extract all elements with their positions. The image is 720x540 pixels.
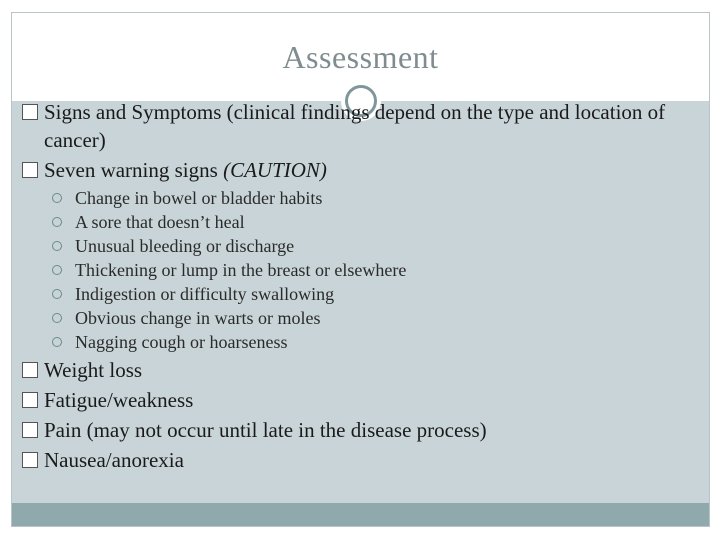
bullet-weight-loss	[22, 356, 692, 384]
bullet-text: Pain (may not occur until late in the disease process)	[44, 418, 487, 442]
bullet-text: Nausea/anorexia	[44, 448, 184, 472]
list-item	[22, 282, 692, 306]
missing-glyph-bullet-icon	[22, 392, 38, 408]
bullet-text: Seven warning signs	[44, 158, 224, 182]
circle-bullet-icon	[52, 289, 62, 299]
list-item-text: Unusual bleeding or discharge	[75, 236, 295, 256]
bullet-signs-symptoms	[22, 98, 692, 154]
list-item	[22, 186, 692, 210]
slide-title: Assessment	[282, 39, 439, 75]
list-item	[22, 330, 692, 354]
list-item-text: Thickening or lump in the breast or elsewhere	[75, 260, 407, 280]
circle-bullet-icon	[52, 217, 62, 227]
list-item-text: Obvious change in warts or moles	[75, 308, 321, 328]
bullet-text: Signs and Symptoms (clinical findings depend on the type and location of cancer)	[44, 100, 666, 152]
missing-glyph-bullet-icon	[22, 162, 38, 178]
list-item-text: Indigestion or difficulty swallowing	[75, 284, 335, 304]
circle-bullet-icon	[52, 241, 62, 251]
bullet-warning-signs	[22, 156, 692, 184]
list-item-text: A sore that doesn’t heal	[75, 212, 245, 232]
missing-glyph-bullet-icon	[22, 452, 38, 468]
list-item-text: Nagging cough or hoarseness	[75, 332, 288, 352]
bullet-text: Weight loss	[44, 358, 143, 382]
warning-signs-list	[22, 186, 692, 354]
footer-bar	[12, 503, 709, 526]
bullet-nausea	[22, 446, 692, 474]
bullet-pain	[22, 416, 692, 444]
list-item-text: Change in bowel or bladder habits	[75, 188, 323, 208]
caution-acronym: (CAUTION)	[223, 158, 327, 182]
bullet-fatigue	[22, 386, 692, 414]
circle-bullet-icon	[52, 337, 62, 347]
bullet-text: Fatigue/weakness	[44, 388, 194, 412]
missing-glyph-bullet-icon	[22, 362, 38, 378]
missing-glyph-bullet-icon	[22, 104, 38, 120]
content	[22, 98, 692, 476]
list-item	[22, 258, 692, 282]
missing-glyph-bullet-icon	[22, 422, 38, 438]
circle-bullet-icon	[52, 265, 62, 275]
list-item	[22, 306, 692, 330]
list-item	[22, 234, 692, 258]
circle-bullet-icon	[52, 193, 62, 203]
list-item	[22, 210, 692, 234]
circle-bullet-icon	[52, 313, 62, 323]
